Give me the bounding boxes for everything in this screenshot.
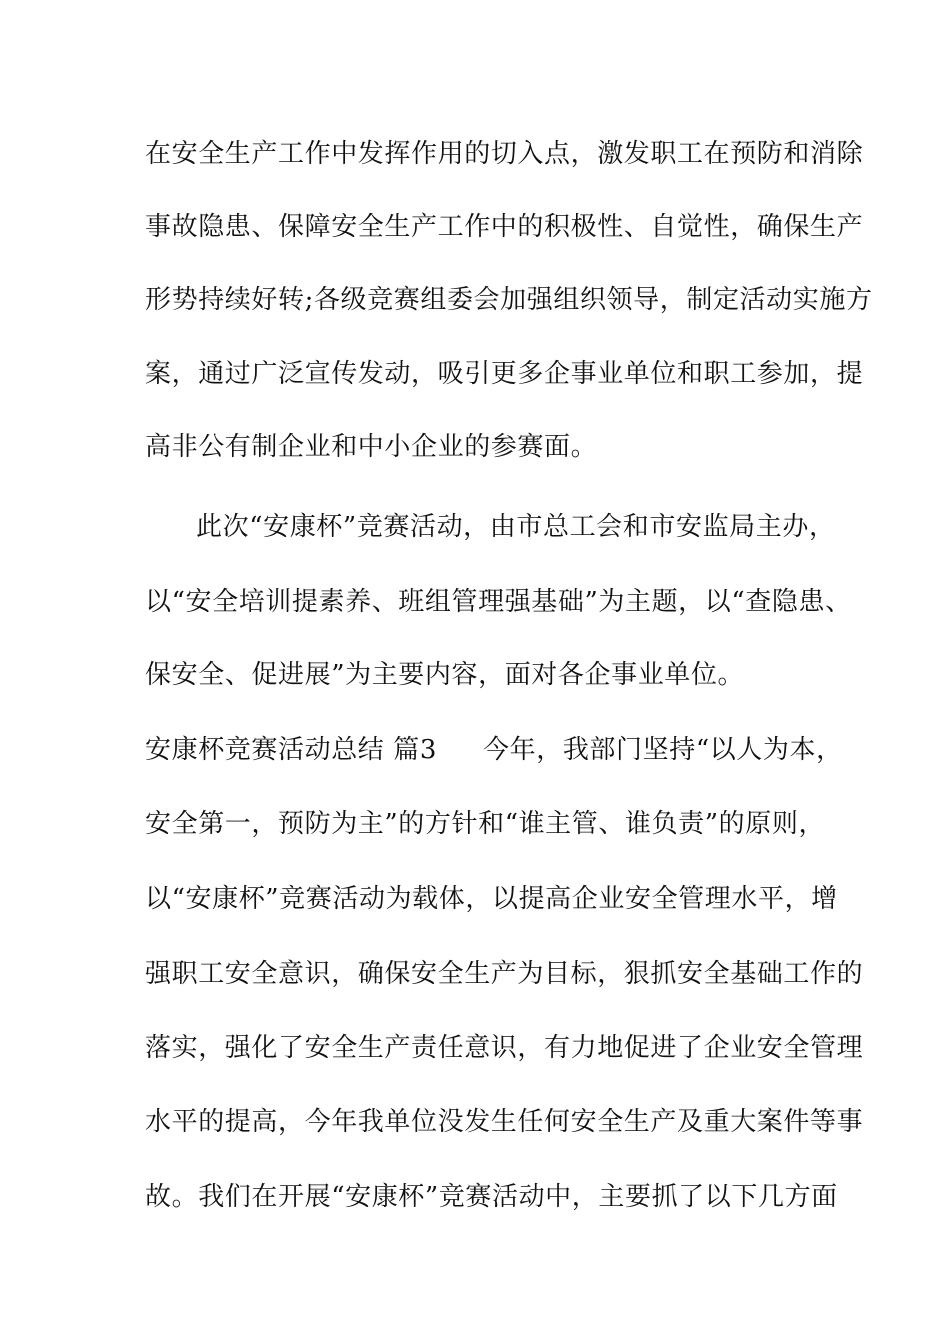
paragraph-line: 保安全、促进展”为主要内容，面对各企事业单位。 xyxy=(145,660,745,690)
section-heading: 安康杯竞赛活动总结 篇3 xyxy=(145,735,438,765)
section-first-line: 今年，我部门坚持“以人为本， xyxy=(483,735,843,765)
paragraph-line: 形势持续好转;各级竞赛组委会加强组织领导，制定活动实施方 xyxy=(145,285,873,315)
paragraph-line: 以“安全培训提素养、班组管理强基础”为主题，以“查隐患、 xyxy=(145,587,852,617)
paragraph-line: 安全第一，预防为主”的方针和“谁主管、谁负责”的原则， xyxy=(145,809,826,839)
paragraph-line: 事故隐患、保障安全生产工作中的积极性、自觉性，确保生产 xyxy=(145,212,864,242)
section-heading-line xyxy=(145,733,865,767)
paragraph-line: 高非公有制企业和中小企业的参赛面。 xyxy=(145,432,598,462)
paragraph-line: 落实，强化了安全生产责任意识，有力地促进了企业安全管理 xyxy=(145,1033,864,1063)
paragraph-line: 水平的提高，今年我单位没发生任何安全生产及重大案件等事 xyxy=(145,1107,864,1137)
paragraph-line: 此次“安康杯”竞赛活动，由市总工会和市安监局主办， xyxy=(196,512,836,542)
paragraph-line: 案，通过广泛宣传发动，吸引更多企事业单位和职工参加，提 xyxy=(145,359,864,389)
paragraph-line: 在安全生产工作中发挥作用的切入点，激发职工在预防和消除 xyxy=(145,139,864,169)
paragraph-line: 以“安康杯”竞赛活动为载体，以提高企业安全管理水平，增 xyxy=(145,884,838,914)
paragraph-line: 故。我们在开展“安康杯”竞赛活动中，主要抓了以下几方面 xyxy=(145,1182,838,1212)
paragraph-line: 强职工安全意识，确保安全生产为目标，狠抓安全基础工作的 xyxy=(145,959,864,989)
